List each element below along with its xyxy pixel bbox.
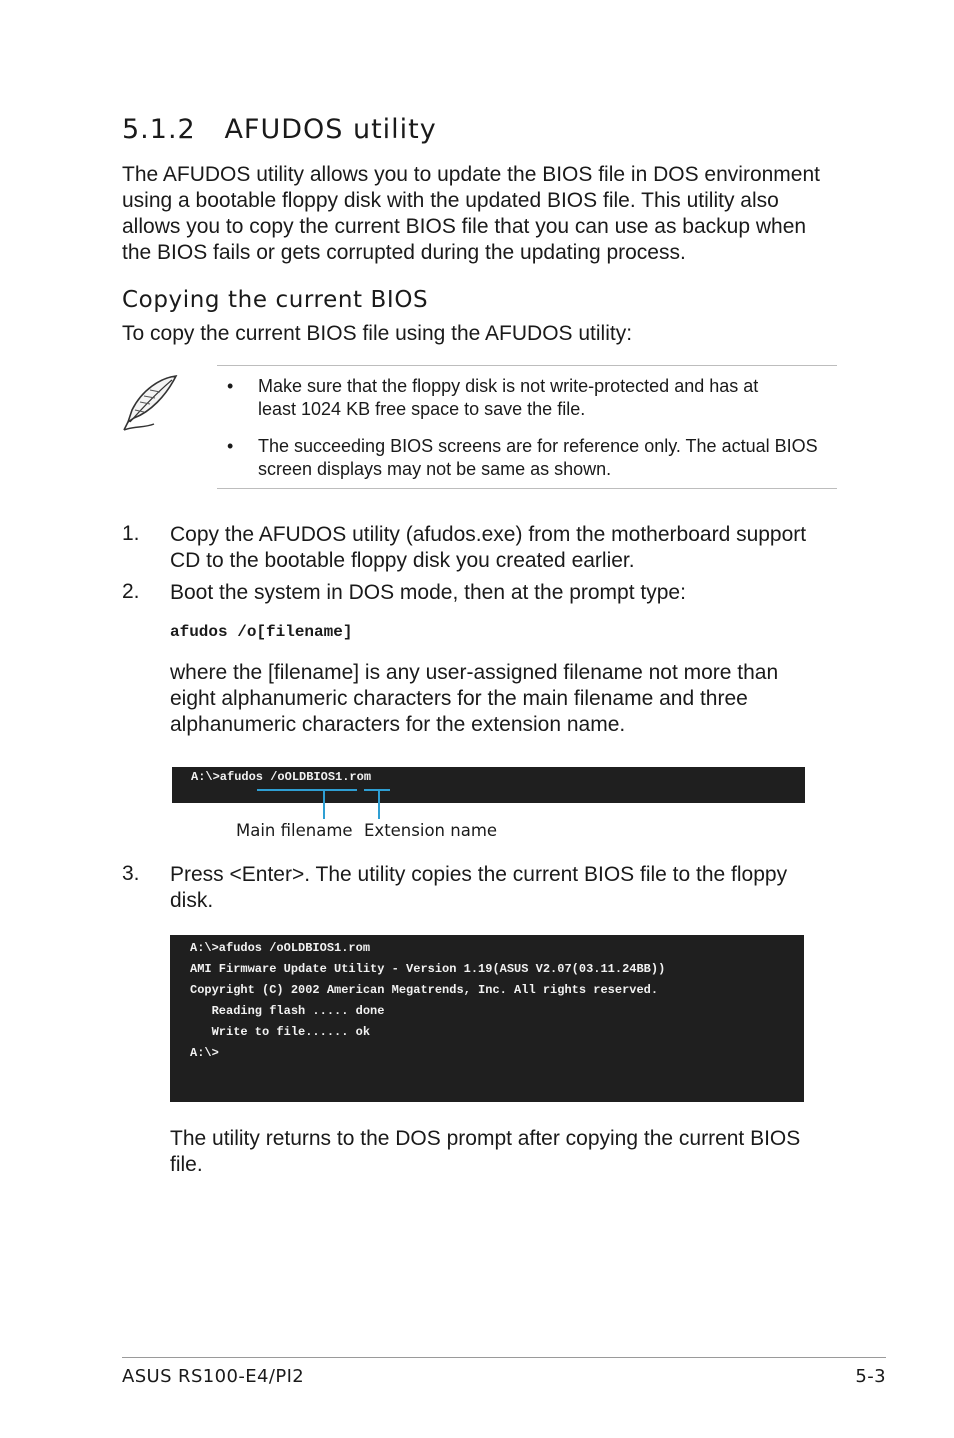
filename-note-line: eight alphanumeric characters for the main filename and three [170,687,748,710]
console-line: A:\> [190,1046,219,1060]
lead-text: To copy the current BIOS file using the AFUDOS utility: [122,322,633,345]
quill-pen-icon [120,372,182,434]
filename-note [170,660,835,738]
console-line: A:\>afudos /oOLDBIOS1.rom [190,941,371,955]
bullet: • [227,376,234,396]
step-line: Boot the system in DOS mode, then at the prompt type: [170,581,686,604]
note-item [227,375,827,421]
step-number: 1. [122,522,140,545]
subsection-title: Copying the current BIOS [122,287,429,313]
intro-line: using a bootable floppy disk with the updated BIOS file. This utility also [122,189,779,212]
section-title: 5.1.2 AFUDOS utility [122,114,437,145]
console-line: Write to file...... ok [190,1025,371,1039]
step-line: Press <Enter>. The utility copies the current BIOS file to the floppy [170,863,788,886]
main-filename-label: Main filename [236,821,353,840]
closing-paragraph [170,1126,835,1178]
note-item [227,435,827,481]
filename-note-line: where the [filename] is any user-assigned filename not more than [170,661,779,684]
bullet: • [227,436,234,456]
callout-lines [250,785,410,821]
step-number: 2. [122,580,140,603]
step-text [170,862,835,914]
closing-line: The utility returns to the DOS prompt after copying the current BIOS [170,1127,801,1150]
note-line: least 1024 KB free space to save the file. [258,399,586,419]
footer-rule [122,1357,886,1358]
console-line: Reading flash ..... done [190,1004,385,1018]
intro-line: The AFUDOS utility allows you to update the BIOS file in DOS environment [122,163,820,186]
step-line: CD to the bootable floppy disk you created earlier. [170,549,635,572]
step-text [170,522,835,574]
intro-paragraph [122,162,842,266]
intro-line: the BIOS fails or gets corrupted during the updating process. [122,241,686,264]
note-box [217,365,837,489]
console-line: Copyright (C) 2002 American Megatrends, Inc. All rights reserved. [190,983,659,997]
step-line: Copy the AFUDOS utility (afudos.exe) from the motherboard support [170,523,807,546]
command-text: afudos /o[filename] [170,623,353,641]
note-line: Make sure that the floppy disk is not write-protected and has at [258,376,759,396]
footer-page-number: 5-3 [855,1366,886,1387]
console-output [170,935,804,1102]
intro-line: allows you to copy the current BIOS file that you can use as backup when [122,215,807,238]
filename-note-line: alphanumeric characters for the extension name. [170,713,626,736]
closing-line: file. [170,1153,203,1176]
note-line: screen displays may not be same as shown. [258,459,612,479]
footer-product: ASUS RS100-E4/PI2 [122,1366,305,1387]
note-line: The succeeding BIOS screens are for reference only. The actual BIOS [258,436,818,456]
console-line: A:\>afudos /oOLDBIOS1.rom [191,770,372,784]
step-line: disk. [170,889,214,912]
step-number: 3. [122,862,140,885]
step-text [170,580,835,606]
console-line: AMI Firmware Update Utility - Version 1.19(ASUS V2.07(03.11.24BB)) [190,962,666,976]
extension-name-label: Extension name [364,821,498,840]
